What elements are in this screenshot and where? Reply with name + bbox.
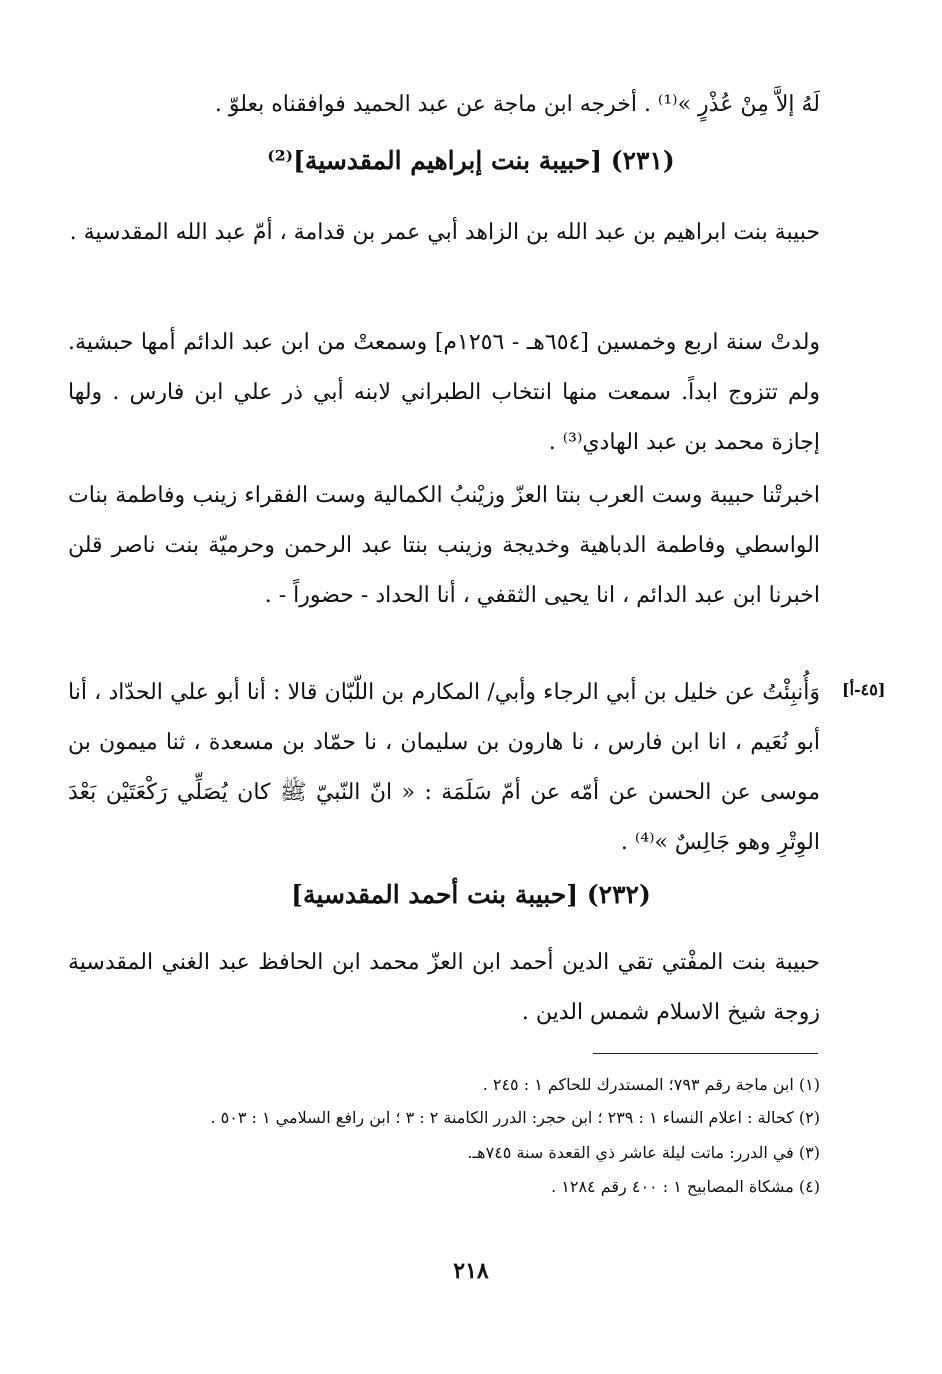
footnote-2: (٢) كحالة : اعلام النساء ١ : ٢٣٩ ؛ ابن حجر: الدرر الكامنة ٢ : ٣ ؛ ابن رافع السلامي ١ : ٥٠٣ . — [210, 1108, 820, 1127]
paragraph-biography-231: حبيبة بنت ابراهيم بن عبد الله بن الزاهد أبي عمر بن قدامة ، أمّ عبد الله المقدسية . — [69, 220, 820, 245]
footnote-3: (٣) في الدرر: ماتت ليلة عاشر ذي القعدة سنة ٧٤٥هـ. — [467, 1143, 820, 1162]
page-number: ٢١٨ — [453, 1258, 489, 1284]
entry-heading-232: (٢٣٢) [حبيبة بنت أحمد المقدسية] — [291, 880, 651, 909]
paragraph-birth-231: ولدتْ سنة اربع وخمسين [٦٥٤هـ - ١٢٥٦م] وسمعتْ من ابن عبد الدائم أمها حبشية. ولم تتزوج ابداً. سمعت منها انتخاب الطبراني لابنه أبي ذر علي ابن فارس . ولها إجازة محمد بن عبد الهادي⁽³⁾ . — [68, 330, 821, 455]
paragraph-biography-232: حبيبة بنت المفْتي تقي الدين أحمد ابن العزّ محمد ابن الحافظ عبد الغني المقدسية زوجة شيخ الاسلام شمس الدين . — [68, 950, 820, 1025]
footnote-1: (١) ابن ماجة رقم ٧٩٣؛ المستدرك للحاكم ١ : ٢٤٥ . — [482, 1075, 820, 1094]
paragraph-hadith: وَأُنبِئْتُ عن خليل بن أبي الرجاء وأبي/ المكارم بن اللّبّان قالا : أنا أبو علي الحدّاد ، أنا أبو نُعَيم ، انا ابن فارس ، نا هارون بن سليمان ، نا حمّاد بن مسعدة ، ثنا ميمون بن موسى عن الحسن عن أمّه عن أمّ سَلَمَة : « انّ النّبيّ ﷺ كان يُصَلِّي رَكْعَتَيْن بَعْدَ الوِتْرِ وهو جَالِسٌ »⁽⁴⁾ . — [68, 680, 820, 855]
paragraph-isnad-1: اخبرتْنا حبيبة وست العرب بنتا العزّ وزيْنبُ الكمالية وست الفقراء زينب وفاطمة بنات الواسطي وفاطمة الدباهية وخديجة وزينب بنتا عبد الرحمن وحرميّة بنت ناصر قلن اخبرنا ابن عبد الدائم ، انا يحيى الثقفي ، أنا الحداد - حضوراً - . — [68, 483, 821, 608]
continuation-line: لَهُ إلاَّ مِنْ عُذْرٍ »⁽¹⁾ . أخرجه ابن ماجة عن عبد الحميد فوافقناه بعلوّ . — [214, 92, 820, 117]
footnote-4: (٤) مشكاة المصابيح ١ : ٤٠٠ رقم ١٢٨٤ . — [551, 1177, 820, 1196]
manuscript-folio-marker: [٤٥-أ] — [842, 680, 886, 699]
entry-heading-231: (٢٣١) [حبيبة بنت إبراهيم المقدسية]⁽²⁾ — [267, 146, 675, 175]
footnote-divider — [593, 1053, 818, 1054]
